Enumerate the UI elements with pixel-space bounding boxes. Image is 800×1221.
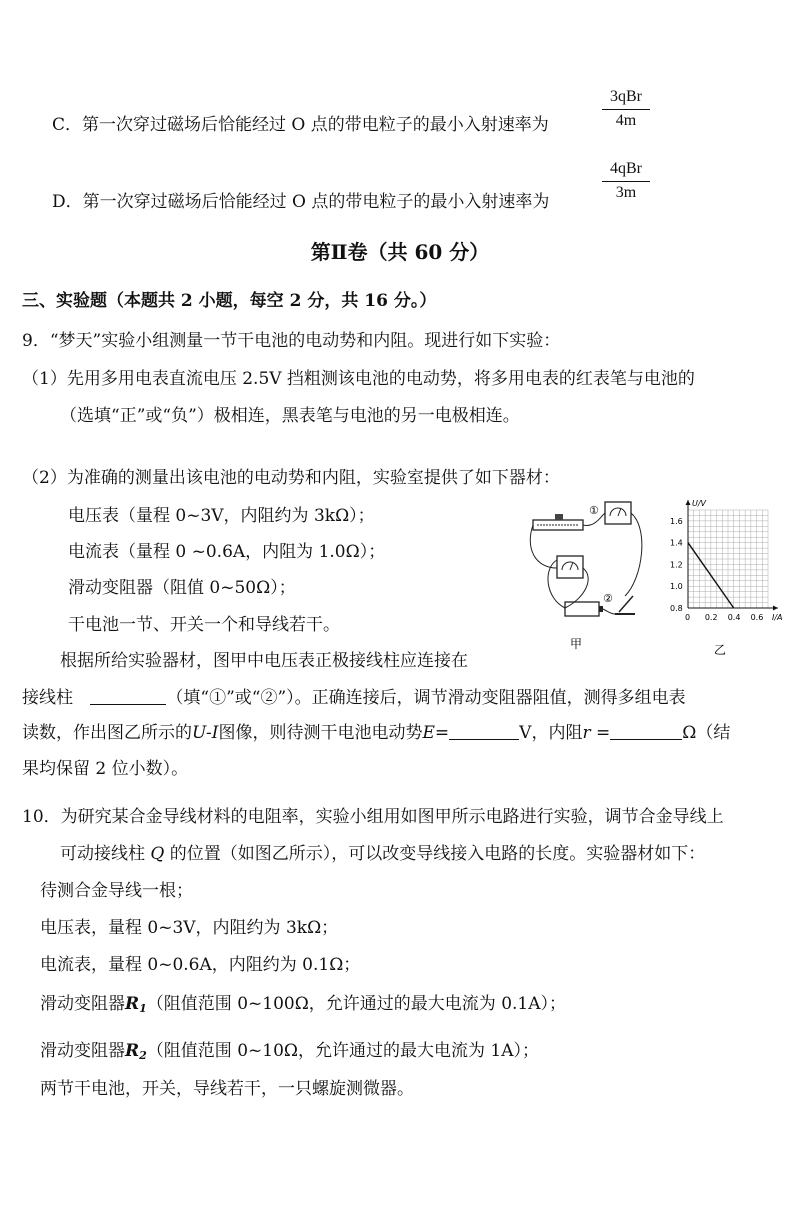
option-c-denominator: 4m	[615, 112, 637, 129]
figure-yi-ui-graph	[658, 500, 788, 660]
option-d-numerator: 4qBr	[602, 160, 650, 182]
x-tick-label: 0.4	[727, 613, 741, 622]
option-d-fraction	[602, 160, 650, 202]
x-axis-arrow	[773, 606, 778, 611]
y-tick-label: 0.8	[670, 604, 683, 613]
q10-r1-label: 滑动变阻器	[40, 994, 125, 1014]
q10-item-voltmeter: 电压表，量程 0~3V，内阻约为 3kΩ；	[40, 918, 339, 938]
y-axis-arrow	[686, 500, 691, 505]
option-c: C．第一次穿过磁场后恰能经过 O 点的带电粒子的最小入射速率为	[52, 115, 549, 135]
q10-r2-label: 滑动变阻器	[40, 1041, 125, 1061]
y-tick-label: 1.4	[670, 538, 683, 548]
q9-line7a: 接线柱	[22, 688, 73, 708]
q10-item-last: 两节干电池，开关，导线若干，一只螺旋测微器。	[40, 1079, 414, 1099]
q9-part2-line1: （2）为准确的测量出该电池的电动势和内阻，实验室提供了如下器材：	[22, 468, 560, 488]
q9-equip-ammeter: 电流表（量程 0 ~0.6A，内阻为 1.0Ω）；	[68, 542, 386, 562]
figure-yi-label: 乙	[714, 643, 727, 657]
q9-ui-label: U-I	[192, 723, 219, 743]
q9-line8-ohm: Ω（结	[682, 723, 731, 743]
q9-equip-battery: 干电池一节、开关一个和导线若干。	[68, 615, 340, 635]
ammeter-body	[557, 556, 583, 578]
y-tick-label: 1.2	[670, 560, 683, 570]
wire-c	[625, 513, 642, 596]
battery-body	[565, 602, 599, 616]
q9-stem: 9．“梦天”实验小组测量一节干电池的电动势和内阻。现进行如下实验：	[22, 331, 561, 351]
y-axis-label: U/V	[692, 500, 707, 508]
answer-blank-emf[interactable]	[449, 723, 519, 740]
q9-r-symbol: r	[582, 723, 591, 743]
section-3-heading: 三、实验题（本题共 2 小题，每空 2 分，共 16 分。）	[22, 291, 437, 311]
q10-line2	[60, 843, 705, 865]
q9-line8-v: V，内阻	[519, 723, 583, 743]
x-tick-label: 0.2	[704, 613, 718, 622]
figure-jia-label: 甲	[570, 637, 583, 651]
q9-equip-rheostat: 滑动变阻器（阻值 0~50Ω）；	[68, 578, 296, 598]
q9-part2-line7	[22, 687, 686, 709]
q10-item-wire: 待测合金导线一根；	[40, 881, 193, 901]
battery-cap	[599, 606, 603, 612]
terminal-marker-1: ①	[589, 504, 599, 517]
q10-r2-sub: 2	[139, 1049, 147, 1062]
answer-blank-resistance[interactable]	[610, 723, 682, 740]
figure-jia-circuit	[525, 498, 665, 658]
wire-e	[603, 609, 615, 614]
part2-title: 第Ⅱ卷（共 60 分）	[310, 240, 490, 264]
q10-r1-sub: 1	[139, 1002, 147, 1015]
q10-r2-text: （阻值范围 0~10Ω，允许通过的最大电流为 1A）；	[146, 1041, 539, 1061]
q9-line8b: 图像，则待测干电池电动势	[218, 723, 423, 743]
q10-line2b: 的位置（如图乙所示），可以改变导线接入电路的长度。实验器材如下：	[169, 844, 706, 864]
q9-part2-line9: 果均保留 2 位小数）。	[22, 759, 189, 779]
q10-item-r2	[40, 1040, 539, 1067]
rheostat-slider	[555, 514, 563, 520]
voltmeter-body	[605, 502, 631, 524]
q10-item-ammeter: 电流表，量程 0~0.6A，内阻约为 0.1Ω；	[40, 955, 361, 975]
answer-blank-terminal[interactable]	[90, 688, 166, 705]
switch-lever	[619, 596, 633, 612]
y-tick-label: 1.6	[670, 516, 683, 526]
q10-q-symbol: Q	[150, 844, 165, 864]
q10-r2-symbol: R	[125, 1041, 140, 1061]
option-d: D．第一次穿过磁场后恰能经过 O 点的带电粒子的最小入射速率为	[52, 192, 550, 212]
option-c-numerator: 3qBr	[602, 88, 650, 110]
terminal-marker-2: ②	[603, 592, 613, 605]
y-tick-label: 1.0	[670, 582, 683, 592]
wire-a	[530, 525, 557, 568]
q10-r1-text: （阻值范围 0~100Ω，允许通过的最大电流为 0.1A）；	[146, 994, 567, 1014]
q9-part2-line8: 读数，作出图乙所示的U-I图像，则待测干电池电动势E= V，内阻r = Ω（结	[22, 723, 731, 743]
q9-line8a: 读数，作出图乙所示的	[22, 723, 192, 743]
q9-e-symbol: E	[422, 723, 435, 743]
x-tick-label: 0.6	[750, 613, 764, 622]
q9-part2-line6: 根据所给实验器材，图甲中电压表正极接线柱应连接在	[60, 651, 468, 671]
q10-line2a: 可动接线柱	[60, 844, 145, 864]
q10-item-r1	[40, 993, 566, 1020]
x-tick-label: 0	[685, 613, 691, 622]
q10-line1: 10．为研究某合金导线材料的电阻率，实验小组用如图甲所示电路进行实验，调节合金导线上	[22, 807, 724, 827]
q9-line7b: （填“①”或“②”）。正确连接后，调节滑动变阻器阻值，测得多组电表	[166, 688, 686, 708]
option-c-fraction	[602, 88, 650, 130]
q9-part1-line2: （选填“正”或“负”）极相连，黑表笔与电池的另一电极相连。	[60, 406, 520, 426]
q9-part1-line1: （1）先用多用电表直流电压 2.5V 挡粗测该电池的电动势，将多用电表的红表笔与电池的	[22, 369, 695, 389]
x-axis-label: I/A	[772, 613, 783, 622]
q10-r1-symbol: R	[125, 994, 140, 1014]
q9-equip-voltmeter: 电压表（量程 0~3V，内阻约为 3kΩ）；	[68, 506, 375, 526]
option-d-denominator: 3m	[615, 184, 637, 201]
